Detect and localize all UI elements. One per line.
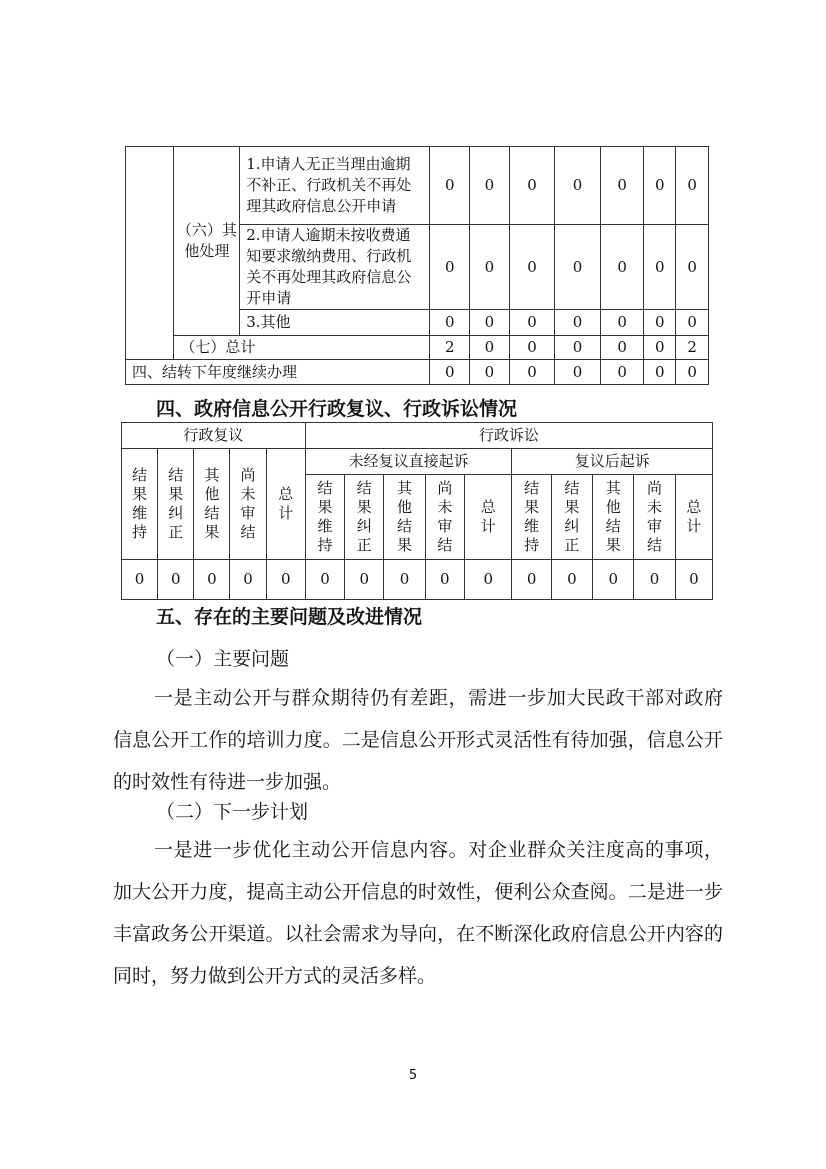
cell-value: 0 — [122, 560, 158, 600]
cell-value: 0 — [555, 310, 601, 336]
cell-value: 0 — [555, 225, 601, 310]
cell-value: 0 — [509, 225, 555, 310]
col-header: 尚 未 审 结 — [634, 475, 675, 560]
application-handling-table — [125, 146, 709, 385]
cell-value: 0 — [600, 336, 644, 360]
cell-value: 0 — [430, 225, 470, 310]
admin-review-header: 行政复议 — [122, 423, 306, 449]
cell-value: 0 — [230, 560, 266, 600]
cell-value: 0 — [644, 310, 676, 336]
cell-value: 0 — [464, 560, 512, 600]
cell-value: 0 — [345, 560, 384, 600]
col-header: 结 果 纠 正 — [158, 449, 194, 560]
cell-value: 0 — [676, 360, 709, 385]
col-header: 其 他 结 果 — [593, 475, 634, 560]
cell-value: 0 — [675, 560, 712, 600]
cell-value: 0 — [384, 560, 425, 600]
cell-value: 0 — [430, 310, 470, 336]
cell-value: 0 — [644, 360, 676, 385]
cell-value: 0 — [600, 225, 644, 310]
row-label: 3.其他 — [240, 310, 430, 336]
cell-value: 0 — [430, 147, 470, 225]
paragraph-main-problems: 一是主动公开与群众期待仍有差距，需进一步加大民政干部对政府信息公开工作的培训力度。二是信息公开形式灵活性有待加强，信息公开的时效性有待进一步加强。 — [113, 687, 723, 793]
cell-value: 0 — [470, 225, 510, 310]
cell-value: 0 — [644, 336, 676, 360]
table-row — [126, 336, 709, 360]
cell-value: 0 — [470, 147, 510, 225]
cell-value: 0 — [158, 560, 194, 600]
col-header: 结 果 纠 正 — [345, 475, 384, 560]
cell-value: 2 — [430, 336, 470, 360]
direct-suit-header: 未经复议直接起诉 — [305, 449, 512, 475]
cell-value: 0 — [509, 147, 555, 225]
total-label: （七）总计 — [174, 336, 430, 360]
cell-value: 0 — [555, 336, 601, 360]
other-handling-label: （六）其他处理 — [174, 147, 240, 336]
paragraph-next-plan: 一是进一步优化主动公开信息内容。对企业群众关注度高的事项，加大公开力度，提高主动公开信息的时效性，便利公众查阅。二是进一步丰富政务公开渠道。以社会需求为导向，在不断深化政府信息公开内容的同时，努力做到公开方式的灵活多样。 — [113, 839, 723, 987]
table-row — [126, 360, 709, 385]
cell-value: 0 — [305, 560, 344, 600]
col-header: 其 他 结 果 — [194, 449, 230, 560]
col-header: 总 计 — [675, 475, 712, 560]
col-header: 结 果 维 持 — [122, 449, 158, 560]
page-number: 5 — [408, 1068, 418, 1083]
cell-value: 0 — [600, 310, 644, 336]
cell-value: 0 — [676, 147, 709, 225]
cell-value: 0 — [644, 147, 676, 225]
review-litigation-table — [121, 422, 713, 600]
subsection-2-title: （二）下一步计划 — [156, 801, 309, 823]
cell-value: 0 — [634, 560, 675, 600]
section-4-title: 四、政府信息公开行政复议、行政诉讼情况 — [156, 398, 518, 420]
cell-value: 0 — [600, 147, 644, 225]
col-header: 其 他 结 果 — [384, 475, 425, 560]
cell-value: 2 — [676, 336, 709, 360]
blank-cell — [126, 147, 174, 360]
cell-value: 0 — [430, 360, 470, 385]
col-header: 总 计 — [464, 475, 512, 560]
cell-value: 0 — [470, 360, 510, 385]
subsection-1-title: （一）主要问题 — [156, 648, 290, 670]
row-label: 1.申请人无正当理由逾期不补正、行政机关不再处理其政府信息公开申请 — [240, 147, 430, 225]
cell-value: 0 — [676, 225, 709, 310]
cell-value: 0 — [194, 560, 230, 600]
cell-value: 0 — [509, 336, 555, 360]
cell-value: 0 — [509, 360, 555, 385]
cell-value: 0 — [509, 310, 555, 336]
cell-value: 0 — [266, 560, 305, 600]
after-review-header: 复议后起诉 — [512, 449, 713, 475]
cell-value: 0 — [512, 560, 551, 600]
col-header: 尚 未 审 结 — [425, 475, 464, 560]
section-5-title: 五、存在的主要问题及改进情况 — [156, 606, 423, 628]
col-header: 结 果 纠 正 — [551, 475, 592, 560]
cell-value: 0 — [593, 560, 634, 600]
cell-value: 0 — [470, 310, 510, 336]
cell-value: 0 — [555, 360, 601, 385]
col-header: 尚 未 审 结 — [230, 449, 266, 560]
carry-over-label: 四、结转下年度继续办理 — [126, 360, 430, 385]
cell-value: 0 — [555, 147, 601, 225]
cell-value: 0 — [425, 560, 464, 600]
cell-value: 0 — [470, 336, 510, 360]
table-row — [126, 147, 709, 225]
cell-value: 0 — [676, 310, 709, 336]
col-header: 结 果 维 持 — [305, 475, 344, 560]
cell-value: 0 — [551, 560, 592, 600]
table-row — [122, 560, 713, 600]
admin-litigation-header: 行政诉讼 — [305, 423, 712, 449]
col-header: 总 计 — [266, 449, 305, 560]
cell-value: 0 — [600, 360, 644, 385]
cell-value: 0 — [644, 225, 676, 310]
row-label: 2.申请人逾期未按收费通知要求缴纳费用、行政机关不再处理其政府信息公开申请 — [240, 225, 430, 310]
col-header: 结 果 维 持 — [512, 475, 551, 560]
